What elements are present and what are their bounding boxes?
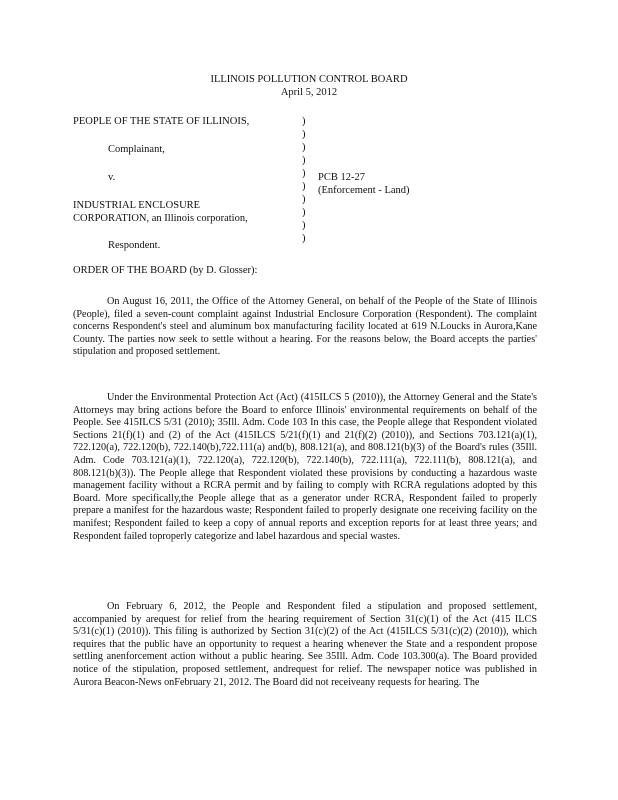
defendant-role: Respondent. [108,240,161,251]
paragraph-1: On August 16, 2011, the Office of the Attorney General, on behalf of the People of the State of Illinois (People), filed a seven-count complaint against Industrial Enclosure Corporation (Respondent). The complaint concerns Respondent's steel and aluminum box manufacturing facility located at 619 N.Loucks in Aurora,Kane County. The parties now seek to settle without a hearing. For the reasons below, the Board accepts the parties' stipulation and proposed settlement. [73,296,537,358]
case-type: (Enforcement - Land) [318,185,410,196]
agency-heading: ILLINOIS POLLUTION CONTROL BOARD [210,74,408,85]
order-title: ORDER OF THE BOARD (by D. Glosser): [73,265,258,276]
plaintiff-role: Complainant, [108,144,165,155]
plaintiff-name: PEOPLE OF THE STATE OF ILLINOIS, [73,116,250,127]
paragraph-3: On February 6, 2012, the People and Respondent filed a stipulation and proposed settlement, accompanied by arequest for relief from the hearing requirement of Section 31(c)(1) of the Act (415 ILCS 5/31(c)(1) (2010)). This filing is authorized by Section 31(c)(2) of the Act (415ILCS 5/31(c)(2) (2010)), which requires that the public have an opportunity to request a hearing whenever the State and a respondent propose settling anenforcement action without a public hearing. See 35Ill. Adm. Code 103.300(a). The Board provided notice of the stipulation, proposed settlement, andrequest for relief. The newspaper notice was published in Aurora Beacon-News onFebruary 21, 2012. The Board did not receiveany requests for hearing. The [73,601,537,688]
case-number: PCB 12-27 [318,172,365,183]
versus-label: v. [108,172,116,183]
defendant-name-line1: INDUSTRIAL ENCLOSURE [73,200,201,211]
paragraph-2: Under the Environmental Protection Act (Act) (415ILCS 5 (2010)), the Attorney General and the State's Attorneys may bring actions before the Board to enforce Illinois' environmental requirements on behalf of the People. See 415ILCS 5/31 (2010); 35Ill. Adm. Code 103 In this case, the People allege that Respondent violated Sections 21(f)(1) and (2) of the Act (415ILCS 5/21(f)(1) and 21(f)(2) (2010)), and Sections 703.121(a)(1), 722.120(a), 722.120(b), 722.140(b),722.111(a) and(b), 808.121(a), and 808.121(b)(3) of the Board's rules (35Ill. Adm. Code 703.121(a)(1), 722.120(a), 722.120(b), 722.140(b), 722.111(a), 722.111(b), 808.121(a), and 808.121(b)(3)). The People allege that Respondent violated these provisions by conducting a hazardous waste management facility without a RCRA permit and by failing to comply with RCRA regulations adopted by this Board. More specifically,the People allege that as a generator under RCRA, Respondent failed to properly prepare a manifest for the hazardous waste; Respondent failed to properly designate one receiving facility on the manifest; Respondent failed to keep a copy of annual reports and exception reports for at least three years; and Respondent failed toproperly categorize and label hazardous and special wastes. [73,392,537,542]
defendant-name-line2: CORPORATION, an Illinois corporation, [73,213,248,224]
caption-parenthesis-column: ) ) ) ) ) ) ) ) ) ) [302,116,306,244]
order-date: April 5, 2012 [280,87,338,98]
